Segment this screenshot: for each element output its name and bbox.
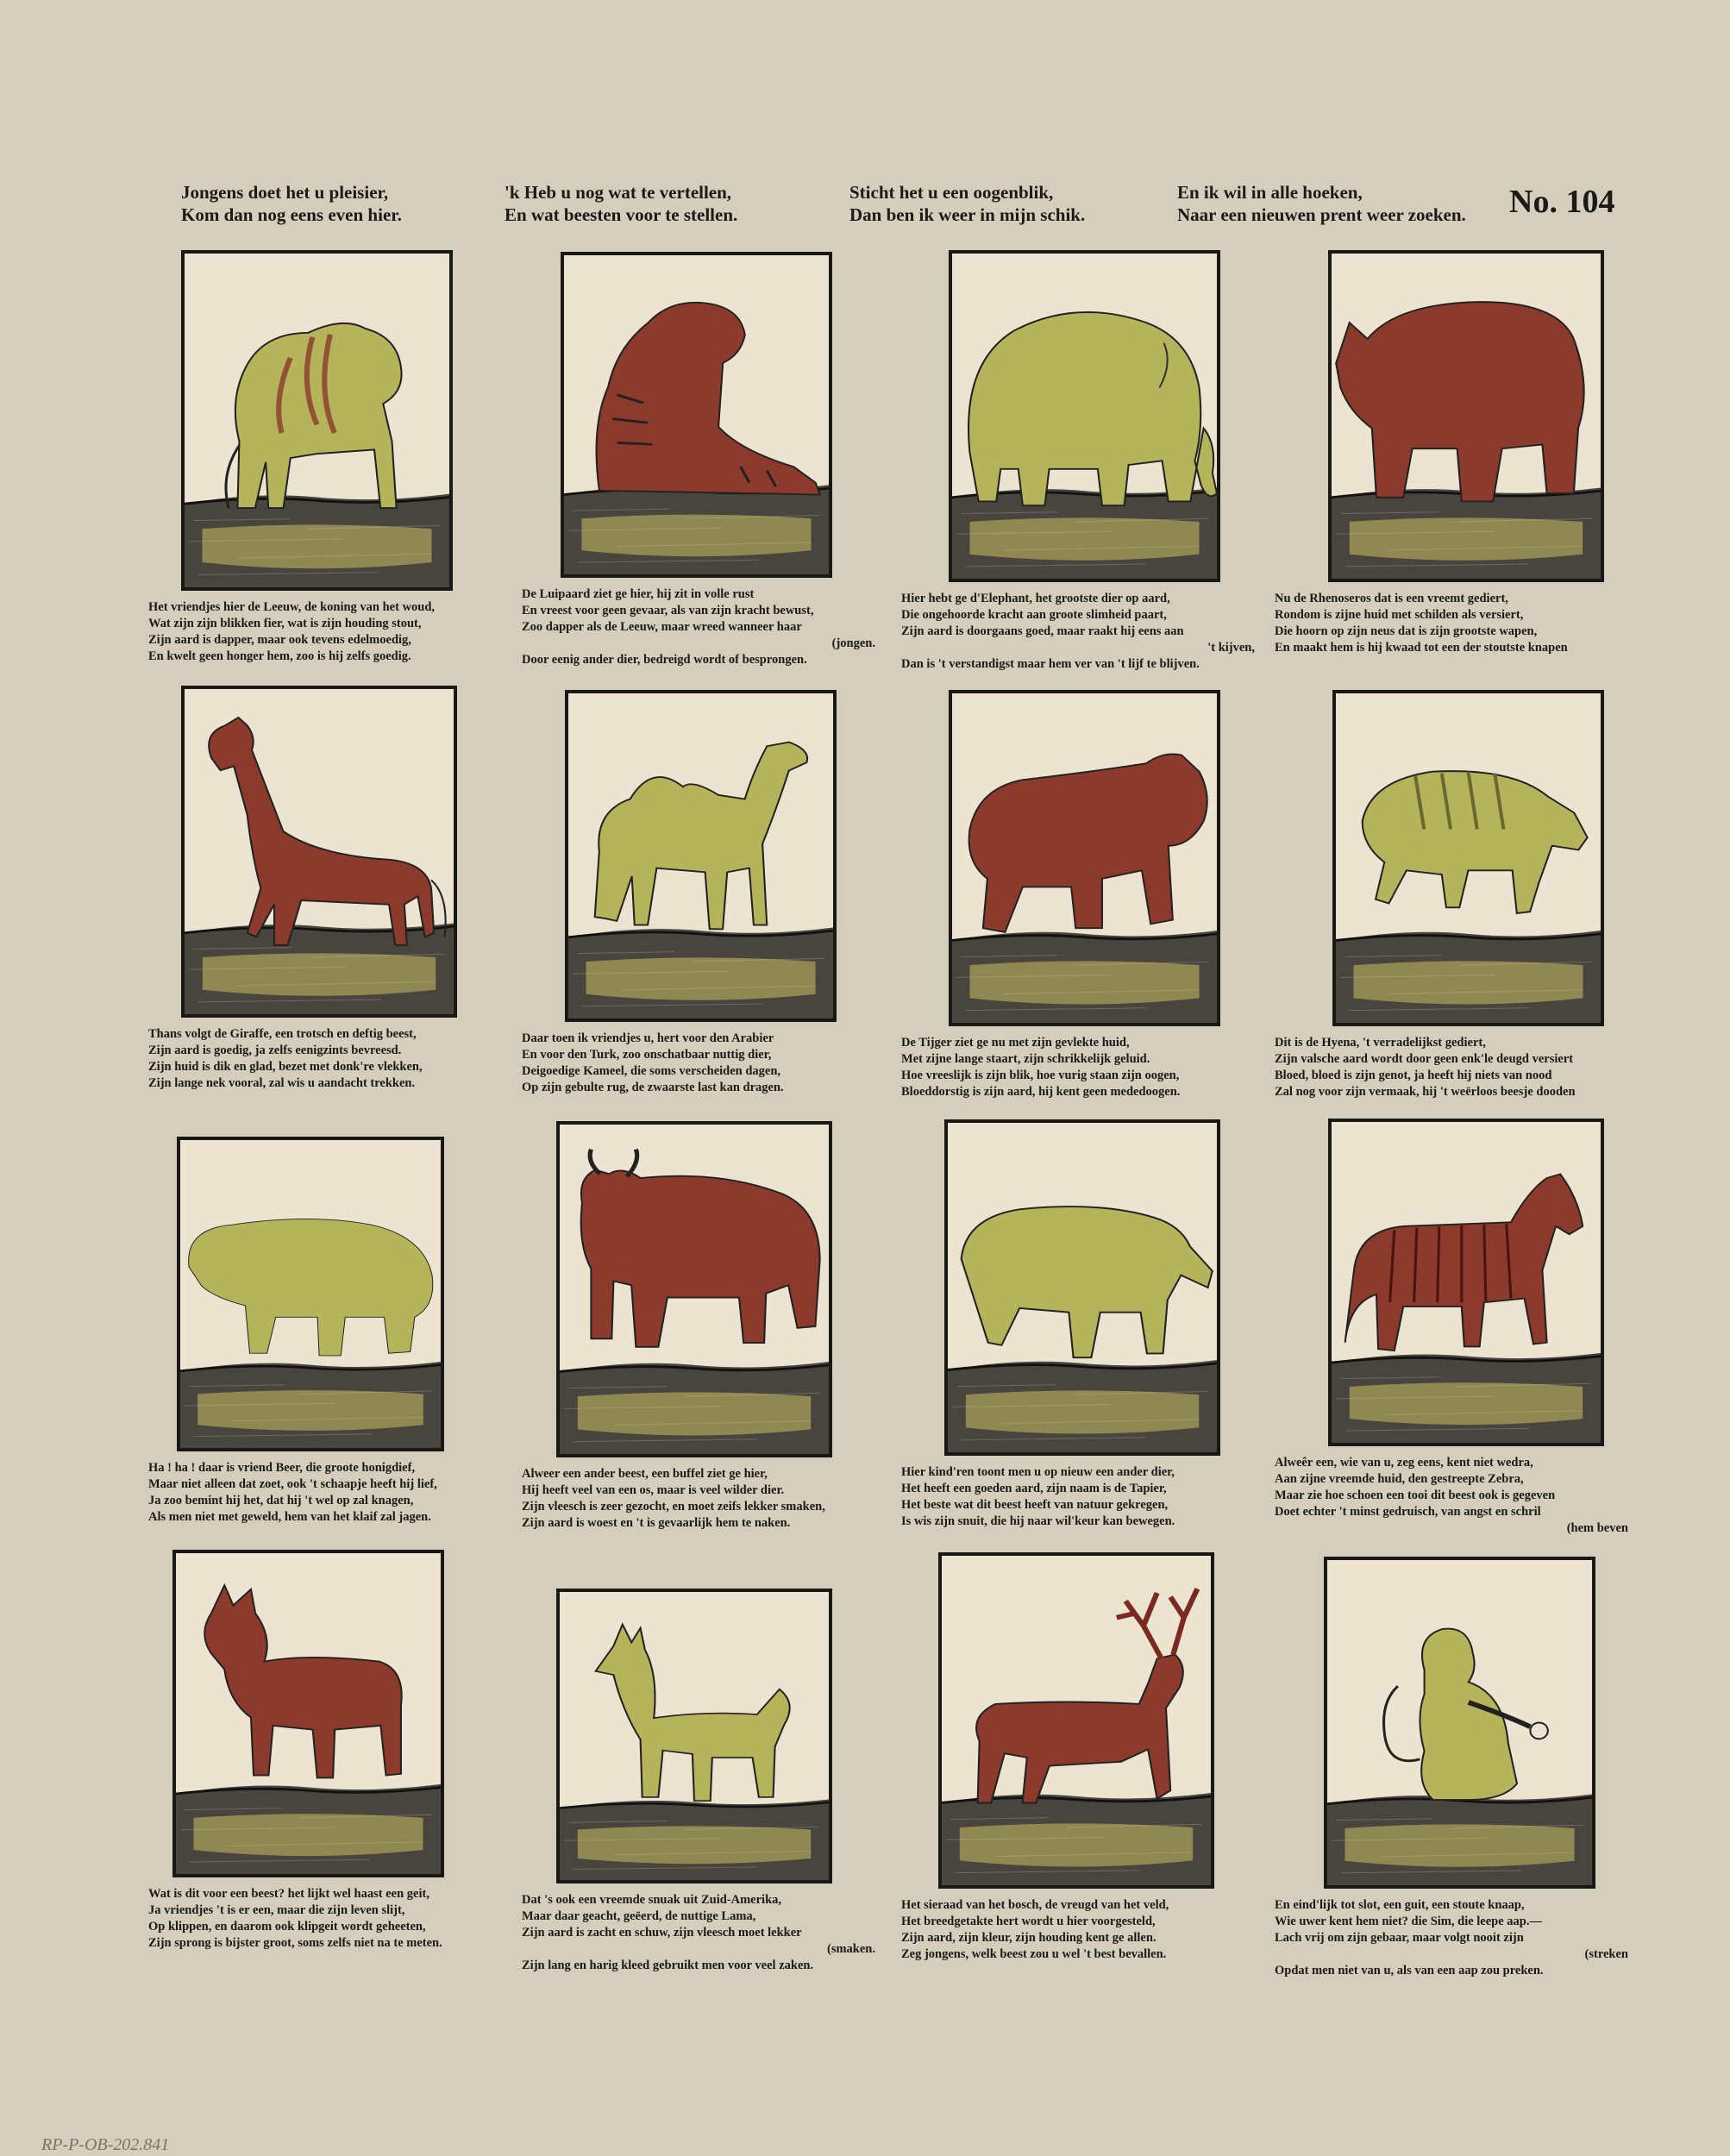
caption-buffel — [522, 1466, 825, 1532]
caption-line: Alweêr een, wie van u, zeg eens, kent niet wedra, — [1275, 1456, 1533, 1470]
caption-line: Daar toen ik vriendjes u, hert voor den Arabier — [522, 1031, 774, 1045]
caption-line: Hoe vreeslijk is zijn blik, hoe vurig staan zijn oogen, — [901, 1069, 1180, 1082]
caption-line: Het vriendjes hier de Leeuw, de koning van het woud, — [148, 600, 436, 614]
woodcut-beer — [177, 1137, 444, 1451]
woodcut-zebra — [1328, 1119, 1604, 1446]
caption-leeuw — [148, 599, 435, 665]
couplet-line: Naar een nieuwen prent weer zoeken. — [1177, 204, 1466, 225]
woodcut-elephant — [949, 250, 1220, 582]
couplet-line: Jongens doet het u pleisier, — [181, 182, 389, 203]
caption-line: Zijn aard is zacht en schuw, zijn vleesch moet lekker — [522, 1926, 802, 1940]
caption-line: Met zijne lange staart, zijn schrikkelijk geluid. — [901, 1052, 1150, 1066]
couplet-line: Dan ben ik weer in mijn schik. — [849, 204, 1086, 225]
couplet-line: Sticht het u een oogenblik, — [849, 182, 1054, 203]
caption-geit — [148, 1886, 442, 1952]
hyena-icon — [1336, 693, 1601, 1023]
caption-line: Zeg jongens, welk beest zou u wel 't best bevallen. — [901, 1947, 1167, 1961]
caption-line: Thans volgt de Giraffe, een trotsch en deftig beest, — [148, 1027, 417, 1041]
print-number: No. 104 — [1509, 184, 1615, 220]
woodcut-geit — [172, 1550, 444, 1877]
caption-line: Hier kind'ren toont men u op nieuw een ander dier, — [901, 1465, 1175, 1479]
caption-line: En kwelt geen honger hem, zoo is hij zelfs goedig. — [148, 649, 411, 663]
caption-line: Dan is 't verstandigst maar hem ver van 't lijf te blijven. — [901, 657, 1200, 671]
woodcut-rhenoseros — [1328, 250, 1604, 582]
caption-line: Ja zoo bemint hij het, dat hij 't wel op zal knagen, — [148, 1494, 414, 1507]
caption-line: Zijn sprong is bijster groot, soms zelfs niet na te meten. — [148, 1936, 442, 1950]
giraffe-icon — [185, 689, 454, 1014]
caption-line: Zijn aard, zijn kleur, zijn houding kent ge allen. — [901, 1931, 1156, 1945]
caption-line: Zijn lang en harig kleed gebruikt men voor veel zaken. — [522, 1959, 814, 1972]
elephant-icon — [952, 254, 1217, 579]
caption-line: De Tijger ziet ge nu met zijn gevlekte huid, — [901, 1036, 1130, 1050]
bear-icon — [180, 1140, 441, 1448]
caption-line: Door eenig ander dier, bedreigd wordt of besprongen. — [522, 653, 807, 667]
caption-line: Zijn aard is dapper, maar ook tevens edelmoedig, — [148, 633, 411, 647]
caption-line: Zal nog voor zijn vermaak, hij 't weërloos beesje dooden — [1275, 1085, 1576, 1099]
caption-line: (smaken. — [827, 1942, 875, 1956]
caption-line: Het heeft een goeden aard, zijn naam is de Tapier, — [901, 1482, 1167, 1495]
caption-line: Bloeddorstig is zijn aard, hij kent geen mededoogen. — [901, 1085, 1181, 1099]
caption-line: Wie uwer kent hem niet? die Sim, die leepe aap.— — [1275, 1915, 1542, 1928]
caption-line: Maar niet alleen dat zoet, ook 't schaapje heeft hij lief, — [148, 1477, 437, 1491]
caption-line: Nu de Rhenoseros dat is een vreemt gediert, — [1275, 592, 1508, 605]
caption-kameel — [522, 1031, 784, 1096]
caption-line: Alweer een ander beest, een buffel ziet ge hier, — [522, 1467, 768, 1481]
caption-line: En eind'lijk tot slot, een guit, een stoute knaap, — [1275, 1898, 1525, 1912]
woodcut-hyena — [1332, 690, 1604, 1026]
caption-line: Lach vrij om zijn gebaar, maar volgt nooit zijn — [1275, 1931, 1524, 1945]
caption-line: Dit is de Hyena, 't verradelijkst gediert, — [1275, 1036, 1486, 1050]
caption-line: Zoo dapper als de Leeuw, maar wreed wanneer haar — [522, 620, 802, 634]
caption-line: (hem beven — [1566, 1521, 1628, 1535]
caption-tapier — [901, 1464, 1175, 1530]
caption-line: Aan zijne vreemde huid, den gestreepte Zebra, — [1275, 1472, 1524, 1486]
couplet-line: Kom dan nog eens even hier. — [181, 204, 402, 225]
caption-line: Maar zie hoe schoen een tooi dit beest ook is gegeven — [1275, 1489, 1556, 1502]
caption-hyena — [1275, 1035, 1576, 1100]
caption-line: Wat is dit voor een beest? het lijkt wel haast een geit, — [148, 1887, 429, 1901]
caption-lama — [522, 1892, 875, 1974]
caption-line: Hij heeft veel van een os, maar is veel wilder dier. — [522, 1483, 785, 1497]
caption-line: Ja vriendjes 't is er een, maar die zijn leven slijt, — [148, 1903, 405, 1917]
couplet-4 — [1177, 181, 1466, 226]
caption-line: Zijn aard is woest en 't is gevaarlijk hem te naken. — [522, 1516, 791, 1530]
caption-line: (streken — [1584, 1947, 1628, 1961]
caption-line: Op klippen, en daarom ook klipgeit wordt geheeten, — [148, 1920, 426, 1934]
caption-hert — [901, 1897, 1169, 1963]
caption-line: Zijn aard is doorgaans goed, maar raakt hij eens aan — [901, 624, 1184, 638]
llama-icon — [560, 1592, 829, 1880]
tapir-icon — [948, 1123, 1217, 1452]
catalog-number: RP-P-OB-202.841 — [41, 2135, 170, 2154]
couplet-2 — [505, 181, 737, 226]
caption-zebra — [1275, 1455, 1628, 1537]
couplet-line: En wat beesten voor te stellen. — [505, 204, 738, 225]
caption-line: Is wis zijn snuit, die hij naar wil'keur kan bewegen. — [901, 1514, 1175, 1528]
caption-line: Bloed, bloed is zijn genot, ja heeft hij niets van nood — [1275, 1069, 1552, 1082]
woodcut-hert — [938, 1552, 1214, 1889]
woodcut-buffel — [556, 1121, 832, 1457]
header — [181, 181, 1639, 233]
caption-line: (jongen. — [831, 636, 875, 650]
caption-elephant — [901, 591, 1255, 673]
lion-icon — [185, 254, 449, 587]
monkey-icon — [1327, 1560, 1592, 1885]
caption-line: Zijn lange nek vooral, zal wis u aandacht trekken. — [148, 1076, 416, 1090]
caption-beer — [148, 1460, 437, 1526]
caption-line: Maar daar geacht, geëerd, de nuttige Lama, — [522, 1909, 756, 1923]
caption-line: Als men niet met geweld, hem van het klaif zal jagen. — [148, 1510, 431, 1524]
caption-line: Het sieraad van het bosch, de vreugd van het veld, — [901, 1898, 1169, 1912]
caption-rhenoseros — [1275, 591, 1568, 656]
caption-line: En voor den Turk, zoo onschatbaar nuttig dier, — [522, 1048, 772, 1062]
caption-line: En maakt hem is hij kwaad tot een der stoutste knapen — [1275, 641, 1568, 655]
woodcut-giraffe — [181, 686, 457, 1018]
caption-line: Dat 's ook een vreemde snuak uit Zuid-Amerika, — [522, 1893, 782, 1907]
caption-tijger — [901, 1035, 1180, 1100]
zebra-icon — [1332, 1122, 1601, 1443]
couplet-1 — [181, 181, 402, 226]
leopard-icon — [564, 255, 829, 574]
tiger-icon — [952, 693, 1217, 1023]
woodcut-kameel — [565, 690, 837, 1022]
woodcut-leeuw — [181, 250, 453, 591]
caption-line: Zijn aard is goedig, ja zelfs eenigzints bevreesd. — [148, 1044, 402, 1057]
rhinoceros-icon — [1332, 254, 1601, 579]
woodcut-aap — [1324, 1557, 1595, 1889]
woodcut-tijger — [949, 690, 1220, 1026]
caption-line: Die hoorn op zijn neus dat is zijn grootste wapen, — [1275, 624, 1538, 638]
woodcut-luipaard — [561, 252, 832, 578]
caption-line: Het beste wat dit beest heeft van natuur gekregen, — [901, 1498, 1169, 1512]
caption-line: Die ongehoorde kracht aan groote slimheid paart, — [901, 608, 1167, 622]
caption-line: De Luipaard ziet ge hier, hij zit in volle rust — [522, 587, 755, 601]
caption-aap — [1275, 1897, 1628, 1979]
camel-icon — [568, 693, 833, 1018]
deer-icon — [942, 1556, 1211, 1885]
goat-icon — [176, 1553, 441, 1874]
buffalo-icon — [560, 1125, 829, 1454]
caption-line: Opdat men niet van u, als van een aap zou preken. — [1275, 1964, 1544, 1977]
couplet-line: En ik wil in alle hoeken, — [1177, 182, 1363, 203]
caption-line: Wat zijn zijn blikken fier, wat is zijn houding stout, — [148, 617, 422, 630]
caption-luipaard — [522, 586, 875, 668]
couplet-line: 'k Heb u nog wat te vertellen, — [505, 182, 732, 203]
couplet-3 — [849, 181, 1085, 226]
caption-line: Deigoedige Kameel, die soms verscheiden dagen, — [522, 1064, 781, 1078]
caption-line: Hier hebt ge d'Elephant, het grootste dier op aard, — [901, 592, 1170, 605]
woodcut-tapier — [944, 1119, 1220, 1456]
caption-giraffe — [148, 1026, 423, 1092]
caption-line: En vreest voor geen gevaar, als van zijn kracht bewust, — [522, 604, 814, 617]
caption-line: 't kijven, — [1207, 641, 1255, 655]
caption-line: Zijn vleesch is zeer gezocht, en moet zeifs lekker smaken, — [522, 1500, 825, 1514]
caption-line: Ha ! ha ! daar is vriend Beer, die groote honigdief, — [148, 1461, 416, 1475]
caption-line: Zijn huid is dik en glad, bezet met donk're vlekken, — [148, 1060, 423, 1074]
woodcut-lama — [556, 1589, 832, 1883]
caption-line: Het breedgetakte hert wordt u hier voorgesteld, — [901, 1915, 1156, 1928]
caption-line: Zijn valsche aard wordt door geen enk'le deugd versiert — [1275, 1052, 1574, 1066]
caption-line: Op zijn gebulte rug, de zwaarste last kan dragen. — [522, 1081, 784, 1094]
caption-line: Doet echter 't minst gedruisch, van angst en schril — [1275, 1505, 1541, 1519]
caption-line: Rondom is zijne huid met schilden als versiert, — [1275, 608, 1524, 622]
